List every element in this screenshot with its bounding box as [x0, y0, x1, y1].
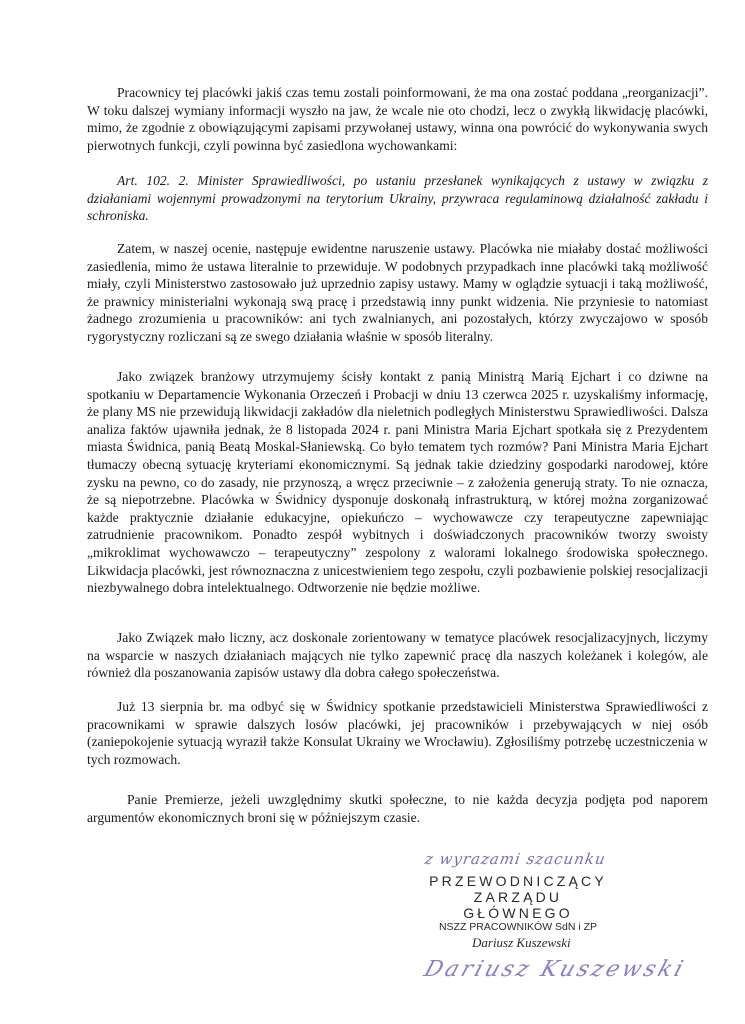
- paragraph-reorganization: Pracownicy tej placówki jakiś czas temu zostali poinformowani, że ma ona zostać poddana „reorganizacji”. W toku dalszej wymiany informacji wyszło na jaw, że wcale nie oto chodzi, lecz o zwykłą likwidację placówki, mimo, że zgodnie z obowiązującymi zapisami przywołanej ustawy, winna ona powrócić do wykonywania swych pierwotnych funkcji, czyli powinna być zasiedlona wychowankami:: [87, 85, 708, 153]
- paragraph-violation: Zatem, w naszej ocenie, następuje ewidentne naruszenie ustawy. Placówka nie miałaby dostać możliwości zasiedlenia, mimo że ustawa literalnie to przewiduje. W podobnych przypadkach inne placówki taką możliwość miały, czyli Ministerstwo zastosowało już uprzednio zapisy ustawy. Mamy w oglądzie sytuacji i taką możliwość, że prawnicy ministerialni wykonają swą pracę i przedstawią inny punkt widzenia. Nie przyniesie to natomiast żadnego zrozumienia u pracowników: ani tych zwalnianych, ani pozostałych, którzy zwyczajowo w sposób rygorystyczny rozliczani są ze swego działania właśnie w sposób literalny.: [87, 241, 708, 344]
- signer-name: Dariusz Kuszewski: [472, 935, 571, 950]
- official-stamp: [418, 873, 618, 934]
- paragraph-meeting: Już 13 sierpnia br. ma odbyć się w Świdnicy spotkanie przedstawicieli Ministerstwa Sprawiedliwości z pracownikami w sprawie dalszych losów placówki, jej pracowników i przebywających w niej osób (zaniepokojenie sytuacją wyraził także Konsulat Ukrainy we Wrocławiu). Zgłosiliśmy potrzebę uczestniczenia w tych rozmowach.: [87, 699, 708, 767]
- stamp-board: ZARZĄDU GŁÓWNEGO: [463, 889, 573, 921]
- stamp-title: PRZEWODNICZĄCY: [429, 873, 607, 889]
- paragraph-support-request: Jako Związek mało liczny, acz doskonale zorientowany w tematyce placówek resocjalizacyjnych, liczymy na wsparcie w naszych działaniach mających nie tylko zapewnić pracę dla naszych koleżanek i kolegów, ale również dla poszanowania zapisów ustawy dla dobra całego społeczeństwa.: [87, 630, 708, 681]
- handwritten-signature: Dariusz Kuszewski: [420, 957, 689, 982]
- paragraph-ministry-contact: Jako związek branżowy utrzymujemy ścisły kontakt z panią Ministrą Marią Ejchart i co dziwne na spotkaniu w Departamencie Wykonania Orzeczeń i Probacji w dniu 13 czerwca 2025 r. uzyskaliśmy informację, że plany MS nie przewidują likwidacji zakładów dla nieletnich podległych Ministerstwu Sprawiedliwości. Dalsza analiza faktów ujawniła jednak, że 8 listopada 2024 r. pani Ministra Maria Ejchart spotkała się z Prezydentem miasta Świdnica, panią Beatą Moskal-Słaniewską. Co było tematem tych rozmów? Pani Ministra Maria Ejchart tłumaczy obecną sytuację kryteriami ekonomicznymi. Są jednak takie dziedziny gospodarki narodowej, które zysku na pewno, co do zasady, nie przynoszą, a wręcz przeciwnie – z założenia generują straty. To nie oznacza, że są niepotrzebne. Placówka w Świdnicy dysponuje doskonałą infrastrukturą, w której można zorganizować każde praktycznie działanie edukacyjne, opiekuńczo – wychowawcze czy terapeutyczne zapewniając zatrudnienie pracownikom. Ponadto zespół wybitnych i doświadczonych pracowników tworzy swoisty „mikroklimat wychowawczo – terapeutyczny” zespolony z walorami lokalnego środowiska społecznego. Likwidacja placówki, jest równoznaczna z unicestwieniem tego zespołu, czyli pozbawienie polskiej resocjalizacji niezbywalnego dobra intelektualnego. Odtworzenie nie będzie możliwe.: [87, 369, 708, 596]
- paragraph-appeal-to-premier: Panie Premierze, jeżeli uwzględnimy skutki społeczne, to nie każda decyzja podjęta pod naporem argumentów ekonomicznych broni się w późniejszym czasie.: [87, 792, 708, 825]
- quoted-law-article: Art. 102. 2. Minister Sprawiedliwości, po ustaniu przesłanek wynikających z ustawy w związku z działaniami wojennymi prowadzonymi na terytorium Ukrainy, przywraca regulaminową działalność zakładu i schroniska.: [87, 173, 708, 224]
- handwritten-closing: z wyrazami szacunku: [423, 850, 608, 868]
- stamp-union: NSZZ PRACOWNIKÓW SdN i ZP: [438, 921, 598, 933]
